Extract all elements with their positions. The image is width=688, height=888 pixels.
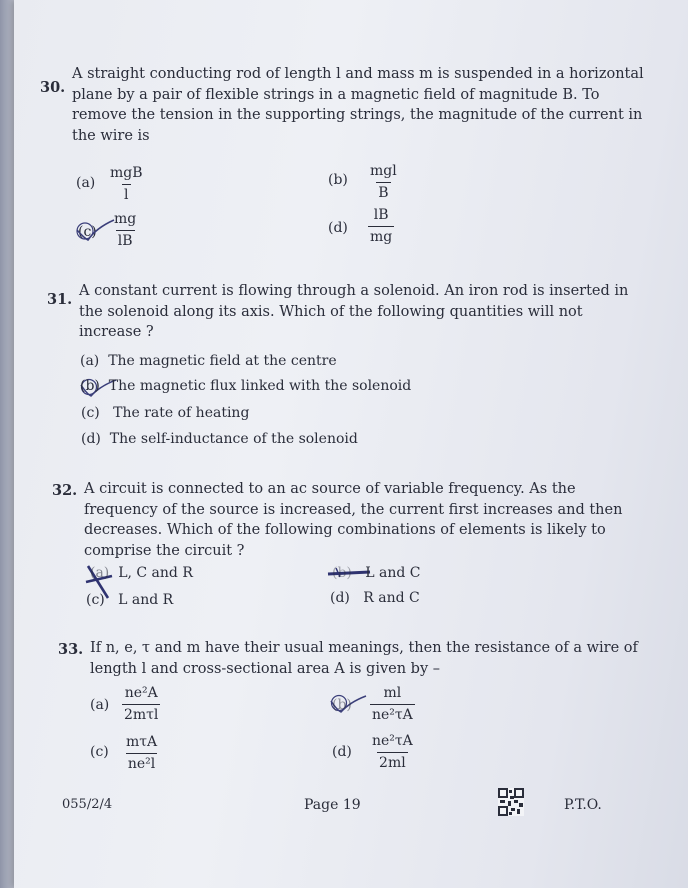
option-label: (d) [328,220,348,236]
option-fraction: mτA ne²l [126,734,158,772]
question-text: A constant current is flowing through a solenoid. An iron rod is inserted in the solenoid along its axis. Which of the following quantities will not increase ? [79,283,629,340]
option-row: (b) The magnetic flux linked with the solenoid [80,378,412,394]
option-fraction: $\frac{ml}{\text{ne²τA}}$ [372,685,413,723]
page-number: Page 19 [304,797,361,813]
option-label: (c) [78,224,97,240]
option-row: (b) L and C [332,565,421,581]
option-row: (c) L and R [86,592,174,608]
question-number: 32. [52,482,78,499]
option-label: (c) [90,744,109,760]
option-fraction: $\frac{\text{ne²τA}}{2ml}$ [372,733,413,771]
question-text: If n, e, τ and m have their usual meanings, then the resistance of a wire of length l and cross-sectional area A is given by – [90,640,638,677]
question-text: A straight conducting rod of length l and mass m is suspended in a horizontal plane by a pair of flexible strings in a magnetic field of magnitude B. To remove the tension in the supporting strings, the magnitude of the current in the wire is [72,66,644,144]
pto-label: P.T.O. [564,797,602,813]
page-edge-shadow [0,0,14,888]
option-label: (b) [328,172,348,188]
option-label: (a) [90,697,110,713]
qr-code-icon [498,788,524,816]
option-fraction: $\frac{mg}{lB}$ [114,211,137,249]
option-label: (a) [76,175,96,191]
option-label: (d) [332,744,352,760]
exam-page [14,0,688,888]
question-text: A circuit is connected to an ac source of variable frequency. As the frequency of the source is increased, the current first increases and then decreases. Which of the following combinations of elements is likely to comprise the circuit ? [84,481,623,559]
option-row: (c) The rate of heating [81,405,250,421]
question-number: 31. [47,291,73,308]
paper-code: 055/2/4 [62,797,113,812]
option-row: (a) L, C and R [90,565,193,581]
option-fraction: ne²A 2mτl [124,685,159,723]
option-label: (b) [332,697,352,713]
option-row: (a) The magnetic field at the centre [80,353,337,369]
question-number: 33. [58,641,84,658]
option-fraction: mgB l [110,165,143,203]
option-row: (d) The self-inductance of the solenoid [81,431,358,447]
option-row: (d) R and C [330,590,420,606]
question-number: 30. [40,79,66,96]
option-fraction: $\frac{lB}{mg}$ [370,207,393,245]
option-fraction: mgl B [370,163,397,201]
